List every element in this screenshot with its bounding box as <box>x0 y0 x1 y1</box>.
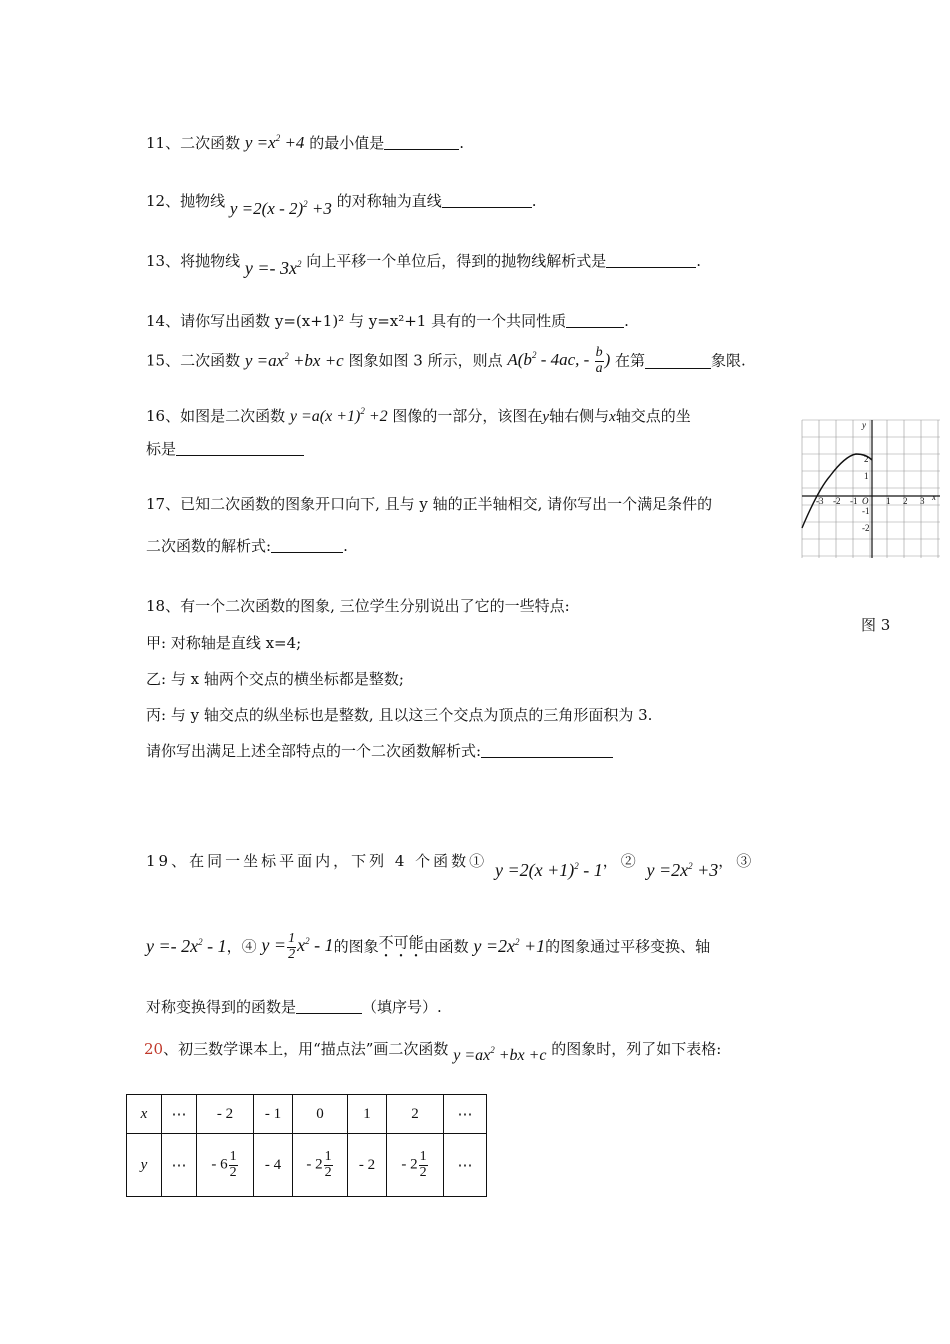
function-3: $y =- 2x^2 - 1$ <box>146 936 227 957</box>
question-12: 12、抛物线 y =2(x - 2)$^2$ +3 的对称轴为直线 . <box>146 192 537 218</box>
answer-blank-12[interactable] <box>442 193 532 208</box>
table-row <box>127 1095 487 1134</box>
question-16-line2: 标是 <box>146 440 304 460</box>
values-table <box>126 1094 487 1197</box>
x-tick-label: -1 <box>850 496 858 506</box>
function-2: $y =2x^2 +3$ <box>646 860 719 880</box>
question-18-bing: 丙: 与 y 轴交点的纵坐标也是整数, 且以这三个交点为顶点的三角形面积为 3. <box>146 706 653 724</box>
answer-blank-18[interactable] <box>481 743 613 758</box>
x-axis-label: x <box>932 492 936 502</box>
question-20: 20、初三数学课本上，用“描点法”画二次函数 $y =ax^2 +bx +c$ 的图象时，列了如下表格: <box>144 1040 722 1064</box>
parabola-curve <box>802 454 872 528</box>
answer-blank-17[interactable] <box>271 538 343 553</box>
table-row <box>127 1134 487 1197</box>
answer-blank-11[interactable] <box>384 135 459 150</box>
y-tick-label: 1 <box>864 471 869 481</box>
question-17: 17、已知二次函数的图象开口向下, 且与 y 轴的正半轴相交, 请你写出一个满足条件的 <box>146 495 713 513</box>
formula-13: $y =- 3x^2$ <box>244 258 302 278</box>
function-1: $y =2(x +1)^2 - 1$ <box>494 860 603 880</box>
table-cell: ⋯ <box>444 1095 487 1134</box>
question-18: 18、有一个二次函数的图象, 三位学生分别说出了它的一些特点: <box>146 597 570 615</box>
y-tick-label: -2 <box>862 523 870 533</box>
y-tick-label: -1 <box>862 506 870 516</box>
answer-blank-16[interactable] <box>176 441 304 456</box>
question-18-answer: 请你写出满足上述全部特点的一个二次函数解析式: <box>146 742 613 762</box>
answer-blank-14[interactable] <box>566 313 624 328</box>
answer-blank-15[interactable] <box>645 354 711 369</box>
table-cell: - 6 $\frac{1}{2}$ <box>197 1134 254 1197</box>
formula-15: $y =ax^2 +bx +c$ <box>244 351 344 371</box>
table-cell: - 2 $\frac{1}{2}$ <box>387 1134 444 1197</box>
question-15: 15、二次函数 $y =ax^2 +bx +c$ 图象如图 3 所示，则点 $A(b^2 - 4ac$, - $\frac{b}{a}$ ) 在第 象限. <box>146 345 746 376</box>
y-tick-label: 2 <box>864 454 869 464</box>
answer-blank-19[interactable] <box>296 999 362 1014</box>
function-4: y = $\frac{1}{2}$ $x^2 - 1$ <box>261 931 334 962</box>
formula-20: $y =ax^2 +bx +c$ <box>453 1045 547 1064</box>
x-tick-label: 2 <box>903 496 908 506</box>
table-cell: 0 <box>293 1095 348 1134</box>
y-axis-label: y <box>862 420 866 430</box>
question-18-jia: 甲: 对称轴是直线 x=4; <box>146 634 302 652</box>
formula-11: $y =x^2 +4$ <box>244 133 305 152</box>
table-cell: y <box>127 1134 162 1197</box>
table-cell: ⋯ <box>162 1095 197 1134</box>
table-cell: ⋯ <box>162 1134 197 1197</box>
table-cell: - 2 <box>197 1095 254 1134</box>
x-tick-label: -3 <box>816 496 824 506</box>
question-18-yi: 乙: 与 x 轴两个交点的横坐标都是整数; <box>146 670 404 688</box>
graph-grid <box>802 420 940 558</box>
question-19: 19、在同一坐标平面内，下列 4 个函数① $y =2(x +1)^2 - 1$，② $y =2x^2 +3$，③ <box>146 852 755 880</box>
question-16: 16、如图是二次函数 $y =a(x +1)^2 +2$ 图像的一部分，该图在y轴右侧与x轴交点的坐 <box>146 406 691 425</box>
figure-caption: 图 3 <box>861 616 891 634</box>
question-19-line2: $y =- 2x^2 - 1$，④ y = $\frac{1}{2}$ $x^2 - 1$的图象不可能由函数 $y =2x^2 +1$的图象通过平移变换、轴 <box>146 931 711 962</box>
table-cell: - 1 <box>254 1095 293 1134</box>
answer-blank-13[interactable] <box>606 253 696 268</box>
table-cell: 2 <box>387 1095 444 1134</box>
table-cell: 1 <box>348 1095 387 1134</box>
question-14: 14、请你写出函数 y=(x+1)² 与 y=x²+1 具有的一个共同性质 . <box>146 312 629 330</box>
table-cell: x <box>127 1095 162 1134</box>
x-tick-label: 3 <box>920 496 925 506</box>
x-tick-label: -2 <box>833 496 841 506</box>
formula-12: y =2(x - 2)$^2$ +3 <box>229 199 332 218</box>
table-cell: - 2 <box>348 1134 387 1197</box>
table-cell: - 2 $\frac{1}{2}$ <box>293 1134 348 1197</box>
parabola-graph-figure <box>800 418 942 560</box>
table-cell: - 4 <box>254 1134 293 1197</box>
question-19-line3: 对称变换得到的函数是 （填序号）. <box>146 998 442 1016</box>
x-tick-label: 1 <box>886 496 891 506</box>
table-cell: ⋯ <box>444 1134 487 1197</box>
question-13: 13、将抛物线 $y =- 3x^2$ 向上平移一个单位后，得到的抛物线解析式是 . <box>146 252 702 278</box>
origin-label: O <box>862 496 869 506</box>
question-11: 11、二次函数 $y =x^2 +4$ 的最小值是 . <box>146 133 464 152</box>
base-function: $y =2x^2 +1$ <box>473 936 546 957</box>
question-17-line2: 二次函数的解析式: . <box>146 537 348 555</box>
point-a-expression: $A(b^2 - 4ac$, - $\frac{b}{a}$ ) <box>507 345 611 376</box>
formula-16: $y =a(x +1)^2 +2$ <box>289 406 388 425</box>
